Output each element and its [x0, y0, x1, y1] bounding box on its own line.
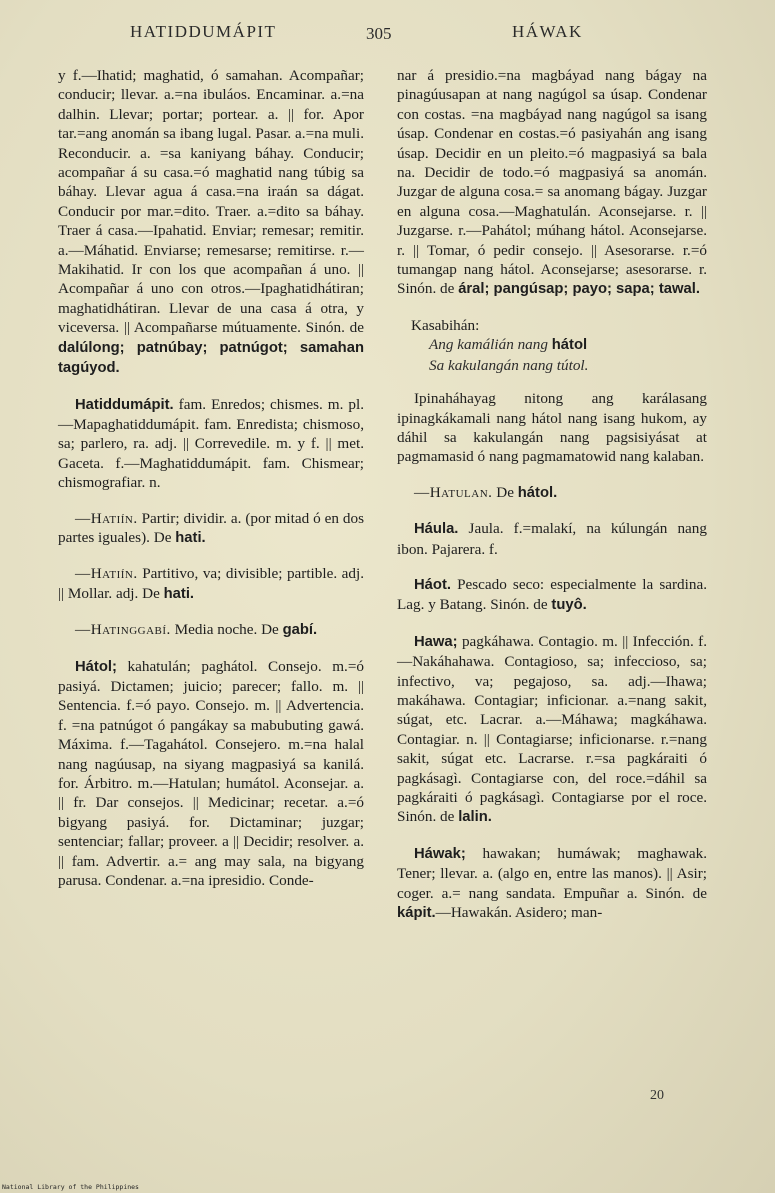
library-credit: National Library of the Philippines	[2, 1183, 139, 1191]
signature-mark: 20	[650, 1088, 664, 1103]
entry-hatiddumapit: Hatiddumápit. fam. Enredos; chismes. m. pl.—Mapaghatiddumápit. fam. Enredista; chismoso, sa; parlero, ra. adj. || Correvedile. m. y f. || met. Gaceta. f.—Maghatiddumápit. fam. Chismear; chismografiar. n.	[58, 395, 364, 492]
entry-hatol-continued: nar á presidio.=na magbáyad nang bágay na pinagúusapan at nang nagúgol sa úsap. Condenar con costas. =na magbáyad nang nagúgol sa isang úsap. Condenar en costas.=ó pasiyahán ang isang úsap. Decidir en un pleito.=ó magpasiyá sa bala na. Decidir de todo.=ó magpasiyá sa anomán. Juzgar de alguna cosa.= sa anomang bágay. Juzgar en alguna cosa.—Maghatulán. Aconsejarse. r. || Juzgarse. r.—Pahátol; múhang hátol. Aconsejarse. r. || Tomar, ó pedir consejo. || Asesorarse. r.=ó tumangap nang hátol. Aconsejarse; asesorarse. r. Sinón. de áral; pangúsap; payo; sapa; tawal.	[397, 67, 707, 298]
proverb-line-2: Sa kakulangán nang tútol.	[429, 356, 589, 374]
entry-hatol: Hátol; kahatulán; paghátol. Consejo. m.=ó pasiyá. Dictamen; juicio; parecer; fallo. m. || Sentencia. f.=ó payo. Consejo. m. || Advertencia. f. =na patnúgot ó pangákay sa mabubuting gawá. Máxima. f.—Tagahátol. Consejero. m.=na halal nang nagúusap, na siyang magpasiyá sa kanilá. for. Árbitro. m.—Hatulan; humátol. Aconsejar. a. || fr. Dar consejos. || Medicinar; recetar. a.=ó bigyang pasiyá. for. Dictaminar; juzgar; sentenciar; fallar; proveer. a || Decidir; resolver. a. || fam. Advertir. a.= ang may sala, na bigyang parusa. Condenar. a.=na ipresidio. Conde-	[58, 657, 364, 890]
header-right-guideword: HÁWAK	[512, 22, 583, 41]
entry-hatinggabi: —Hatinggabí. Media noche. De gabí.	[75, 621, 318, 639]
proverb-label: Kasabihán:	[411, 316, 480, 334]
page-number: 305	[366, 24, 392, 43]
entry-hawak: Háwak; hawakan; humáwak; maghawak. Tener; llevar. a. (algo en, entre las manos). || Asir; coger. a.= nang sandata. Empuñar a. Sinón. de kápit.—Hawakán. Asidero; man-	[397, 844, 707, 922]
proverb-explanation: Ipinaháhayag nitong ang karálasang ipinagkákamali nang hátol nang isang hukom, ay dáhil sa kakulangán nang pagsisiyásat at pagmamasid ó nang pagmamatowid nang kalaban.	[397, 390, 707, 466]
entry-hatulan: —Hatulan. De hátol.	[414, 483, 558, 501]
proverb-line-1: Ang kamálián nang hátol	[429, 336, 588, 354]
left-column	[58, 66, 364, 906]
proverb-block	[411, 316, 707, 375]
running-header	[0, 22, 775, 48]
entry-hatid-continued: y f.—Ihatid; maghatid, ó samahan. Acompañar; conducir; llevar. a.=na ibuláos. Encaminar. a.=na dalhin. Llevar; portar; portear. a. || for. Apor tar.=ang anomán sa ibang lugal. Pasar. a.=na muli. Reconducir. a. =sa kaniyang báhay. Conducir; acompañar á su casa.=ó maghatid nang túbig sa báhay. Llevar agua á casa.=na iraán sa dágat. Conducir por mar.=dito. Traer. a.=dito sa báhay. Traer á casa.—Ipahatid. Enviar; remesar; remitir. a.—Máhatid. Enviarse; remesarse; remitirse. r.—Makihatid. Ir con los que acompañan á uno. || Acompañar á uno con otros.—Ipaghatidhátiran; maghatidhátiran. Llevar de una casa á otra, y viceversa. || Acompañarse mútuamente. Sinón. de dalúlong; patnúbay; patnúgot; samahan tagúyod.	[58, 67, 364, 377]
entry-haot: Háot. Pescado seco: especialmente la sardina. Lag. y Batang. Sinón. de tuyô.	[397, 575, 707, 614]
header-left-guideword: HATIDDUMÁPIT	[130, 22, 277, 41]
entry-hawa: Hawa; pagkáhawa. Contagio. m. || Infección. f.—Nakáhahawa. Contagioso, sa; infeccioso, sa; infectivo, va; pegajoso, sa. adj.—Ihawa; makáhawa. Contagiar; inficionar. a.=nang sakit, súgat, etc. Lacrar. a.—Máhawa; magkáhawa. Contagiar. n. || Contagiarse; inficionarse. r.=nang sakit, súgat etc. Lacrarse. r.=sa pagkáraiti ó pagkásagì. Contagiarse con, del roce.=dáhil sa pagkáraiti ó pagkásagì. Contagiarse por el roce. Sinón. de lalin.	[397, 632, 707, 826]
right-column	[397, 66, 707, 939]
entry-hatiin-2: —Hatiín. Partitivo, va; divisible; partible. adj. || Mollar. adj. De hati.	[58, 565, 364, 602]
entry-haula: Háula. Jaula. f.=malakí, na kúlungán nang ibon. Pajarera. f.	[397, 520, 707, 558]
entry-hatiin-1: —Hatiín. Partir; dividir. a. (por mitad ó en dos partes iguales). De hati.	[58, 509, 364, 546]
